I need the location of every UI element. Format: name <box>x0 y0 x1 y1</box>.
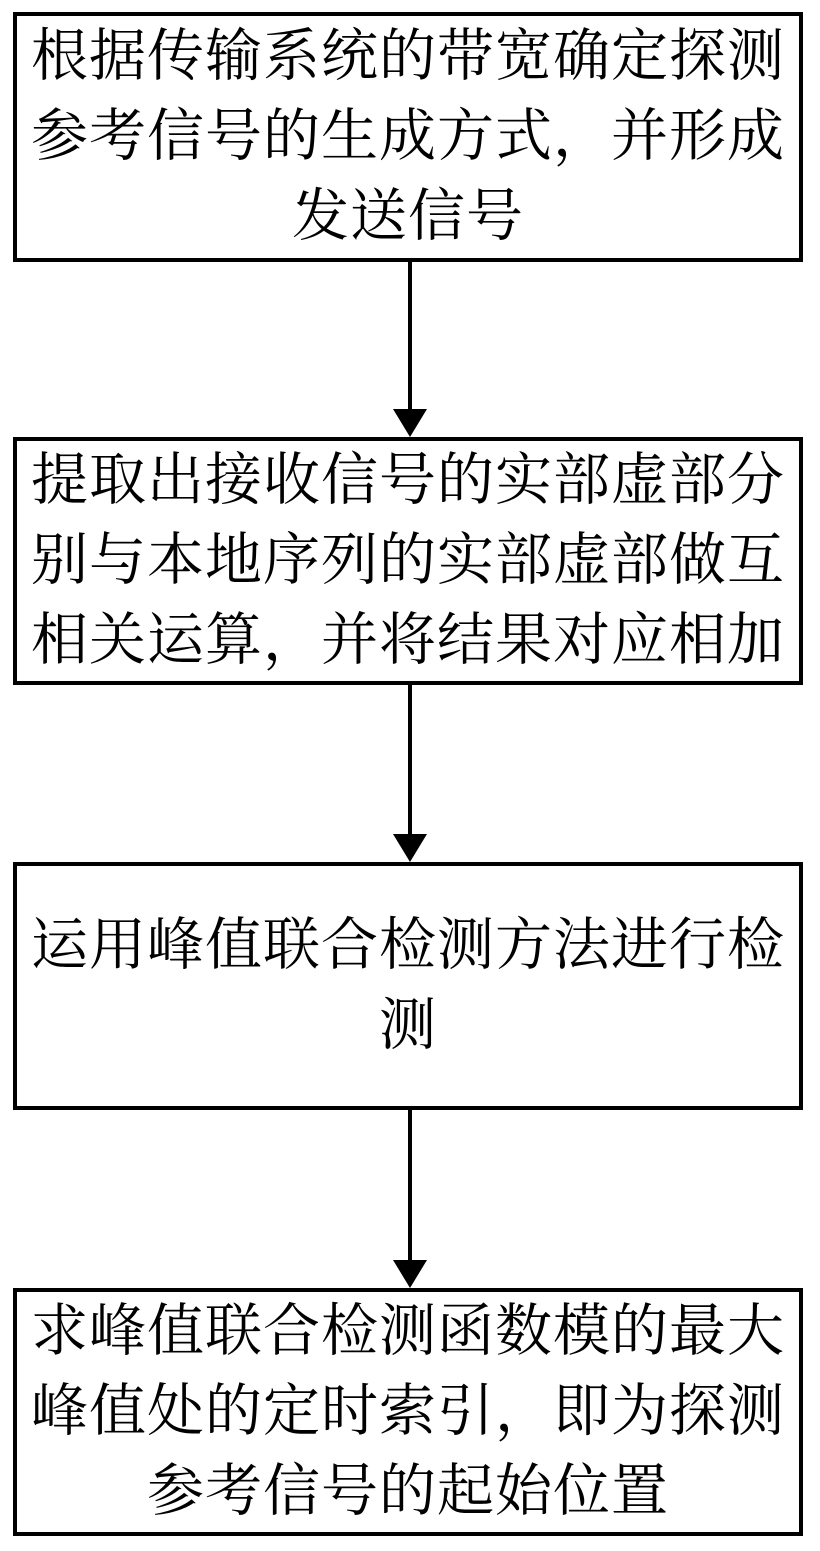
arrow-down-icon <box>393 1260 427 1288</box>
connector-2-3 <box>393 685 427 862</box>
connector-line <box>408 262 412 413</box>
flow-step-2-text: 提取出接收信号的实部虚部分 别与本地序列的实部虚部做互 相关运算，并将结果对应相加 <box>31 449 785 672</box>
flow-step-2-box <box>13 437 803 685</box>
flow-step-3-box <box>13 862 803 1110</box>
flow-step-1-text: 根据传输系统的带宽确定探测 参考信号的生成方式，并形成 发送信号 <box>31 25 785 248</box>
flow-step-3-text: 运用峰值联合检测方法进行检 测 <box>31 914 785 1057</box>
flow-step-4-text: 求峰值联合检测函数模的最大 峰值处的定时索引，即为探测 参考信号的起始位置 <box>31 1300 785 1523</box>
connector-1-2 <box>393 262 427 437</box>
connector-3-4 <box>393 1110 427 1288</box>
flow-step-4-box <box>13 1288 803 1536</box>
connector-line <box>408 1110 412 1264</box>
arrow-down-icon <box>393 834 427 862</box>
flow-step-1-box <box>13 12 803 262</box>
connector-line <box>408 685 412 838</box>
arrow-down-icon <box>393 409 427 437</box>
